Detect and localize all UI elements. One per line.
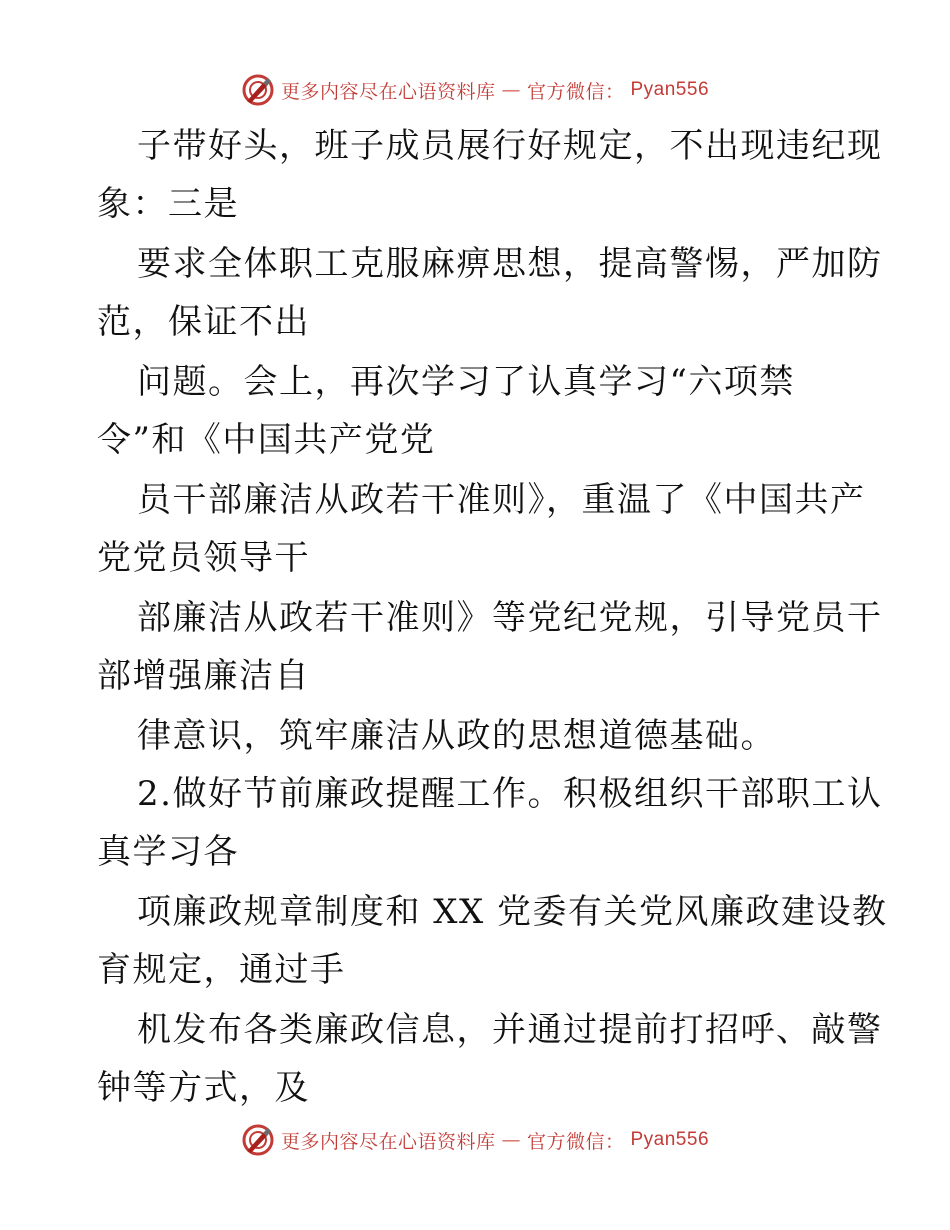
text-line: 育规定，通过手: [97, 950, 346, 990]
watermark-dash: —: [501, 1129, 521, 1151]
watermark-contact-id: Pyan556: [630, 1129, 710, 1150]
text-line: 2.做好节前廉政提醒工作。积极组织干部职工认: [137, 774, 883, 814]
text-line: 子带好头，班子成员展行好规定，不出现违纪现: [137, 126, 883, 166]
text-line: 部廉洁从政若干准则》等党纪党规，引导党员干: [137, 598, 883, 638]
text-line: 范，保证不出: [97, 302, 310, 342]
watermark-brand-text: 更多内容尽在心语资料库: [280, 80, 496, 103]
text-line: 机发布各类廉政信息，并通过提前打招呼、敲警: [137, 1010, 883, 1050]
text-line: 员干部廉洁从政若干准则》，重温了《中国共产: [137, 480, 866, 520]
text-line: 真学习各: [97, 832, 239, 872]
text-line: 要求全体职工克服麻痹思想，提高警惕，严加防: [137, 244, 883, 284]
text-line: 党党员领导干: [97, 538, 310, 578]
text-line: 部增强廉洁自: [97, 656, 310, 696]
footer-watermark: [0, 1120, 950, 1160]
text-line: 律意识，筑牢廉洁从政的思想道德基础。: [137, 716, 776, 756]
watermark-contact-id: Pyan556: [630, 79, 710, 100]
watermark-dash: —: [501, 79, 521, 101]
watermark-contact-text: 官方微信：: [526, 80, 625, 103]
text-line: 问题。会上，再次学习了认真学习“六项禁: [137, 362, 795, 402]
pen-circle-logo-icon: [241, 1123, 275, 1157]
text-line: 象：三是: [97, 184, 239, 224]
watermark-contact-text: 官方微信：: [526, 1130, 625, 1153]
header-watermark: [0, 70, 950, 110]
text-line: 钟等方式，及: [97, 1068, 310, 1108]
watermark-brand-text: 更多内容尽在心语资料库: [280, 1130, 496, 1153]
text-line: 项廉政规章制度和 XX 党委有关党风廉政建设教: [137, 892, 888, 932]
text-line: 令”和《中国共产党党: [97, 420, 436, 460]
pen-circle-logo-icon: [241, 73, 275, 107]
